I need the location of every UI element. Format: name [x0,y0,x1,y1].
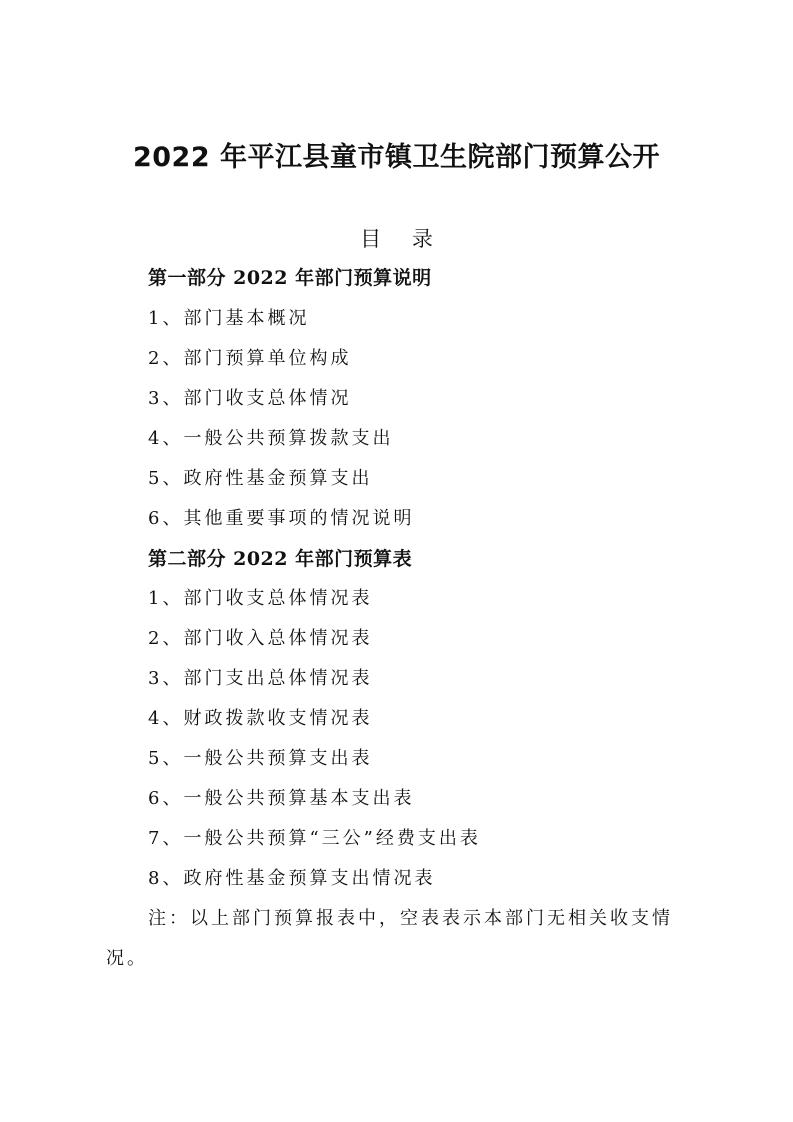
toc-item-part2-4: 4、财政拨款收支情况表 [148,708,373,729]
note-line-1: 注：以上部门预算报表中，空表表示本部门无相关收支情 [148,908,673,929]
document-title: 2022 年平江县童市镇卫生院部门预算公开 [132,142,661,173]
toc-item-part1-5: 5、政府性基金预算支出 [148,468,373,489]
toc-item-part1-6: 6、其他重要事项的情况说明 [148,508,415,529]
toc-item-part1-1: 1、部门基本概况 [148,308,310,329]
toc-item-part2-8: 8、政府性基金预算支出情况表 [148,868,436,889]
note-line-2: 况。 [106,948,148,969]
part1-heading: 第一部分 2022 年部门预算说明 [148,267,432,289]
toc-item-part2-6: 6、一般公共预算基本支出表 [148,788,415,809]
toc-item-part2-7: 7、一般公共预算“三公”经费支出表 [148,828,481,849]
toc-item-part2-5: 5、一般公共预算支出表 [148,748,373,769]
toc-heading: 目 录 [360,227,445,251]
toc-item-part2-3: 3、部门支出总体情况表 [148,668,373,689]
part2-heading: 第二部分 2022 年部门预算表 [148,548,413,570]
toc-item-part1-2: 2、部门预算单位构成 [148,348,352,369]
toc-item-part2-2: 2、部门收入总体情况表 [148,628,373,649]
toc-item-part2-1: 1、部门收支总体情况表 [148,588,373,609]
toc-item-part1-3: 3、部门收支总体情况 [148,388,352,409]
toc-item-part1-4: 4、一般公共预算拨款支出 [148,428,394,449]
